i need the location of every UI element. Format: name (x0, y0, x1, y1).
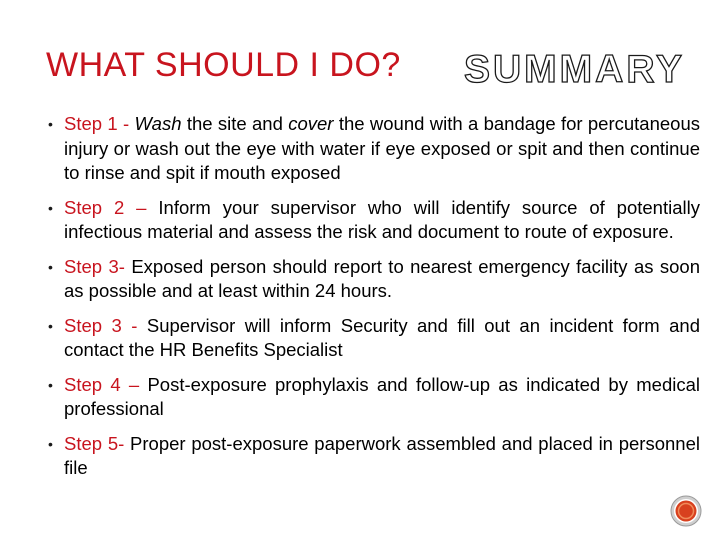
step-text: Inform your supervisor who will identify source of potentially infectious material and assess the risk and document to route of exposure. (64, 196, 700, 242)
step-item (46, 196, 700, 245)
summary-overlay-title: SUMMARY (464, 48, 686, 91)
step-text: Exposed person should report to nearest emergency facility as soon as possible and at least within 24 hours. (64, 255, 700, 301)
step-text: the wound with a bandage for percutaneous injury or wash out the eye with water if eye exposed or spit and then continue to rinse and spit if mouth exposed (64, 113, 700, 183)
steps-list (46, 112, 700, 481)
step-item (46, 432, 700, 481)
step-item (46, 373, 700, 422)
step-text: Proper post-exposure paperwork assembled and placed in personnel file (64, 432, 700, 478)
step-text: cover (288, 113, 334, 134)
step-item (46, 112, 700, 186)
step-label: Step 4 – (64, 373, 148, 395)
step-text: Wash (134, 113, 182, 134)
step-item (46, 255, 700, 304)
step-text: Supervisor will inform Security and fill out an incident form and contact the HR Benefits Specialist (64, 314, 700, 360)
step-label: Step 5- (64, 432, 131, 454)
bullet-icon: • (48, 258, 53, 275)
step-label: Step 3 - (64, 314, 147, 336)
circle-badge-icon (670, 495, 702, 527)
step-text: Post-exposure prophylaxis and follow-up as indicated by medical professional (64, 373, 700, 419)
step-text: the site and (181, 113, 289, 134)
step-item (46, 314, 700, 363)
bullet-icon: • (48, 376, 53, 393)
bullet-icon: • (48, 317, 53, 334)
step-label: Step 1 - (64, 113, 135, 134)
bullet-icon: • (48, 435, 53, 452)
bullet-icon: • (48, 199, 53, 216)
bullet-icon: • (48, 116, 53, 132)
step-label: Step 2 – (64, 196, 159, 218)
slide-title-text: WHAT SHOULD I DO? (46, 46, 401, 84)
step-label: Step 3- (64, 255, 132, 277)
